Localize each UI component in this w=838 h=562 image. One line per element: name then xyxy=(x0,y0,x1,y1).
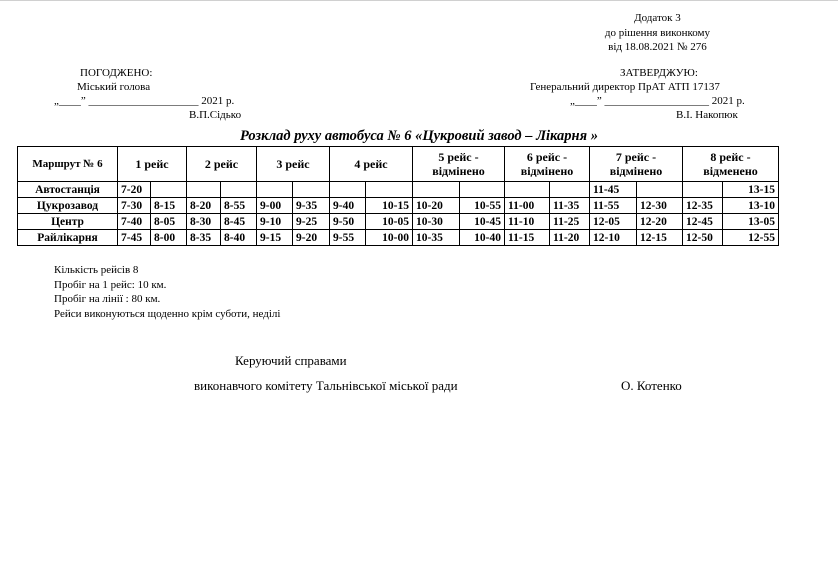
operating-days-note: Рейси виконуються щоденно крім суботи, неділі xyxy=(54,307,281,320)
trip-header: 8 рейс - відменено xyxy=(683,147,779,182)
time-cell: 10-15 xyxy=(366,198,413,214)
time-cell: 12-45 xyxy=(683,214,723,230)
time-cell xyxy=(257,182,293,198)
appendix-line2: до рішення виконкому xyxy=(604,26,710,39)
time-cell: 12-35 xyxy=(683,198,723,214)
time-cell: 7-20 xyxy=(118,182,151,198)
time-cell: 12-20 xyxy=(637,214,683,230)
signoff-committee: виконавчого комітету Тальнівської міської ради xyxy=(194,378,458,393)
time-cell: 10-35 xyxy=(413,230,460,246)
time-cell: 7-30 xyxy=(118,198,151,214)
appendix-line1: Додаток 3 xyxy=(634,12,681,24)
time-cell: 12-55 xyxy=(723,230,779,246)
trip-header: 2 рейс xyxy=(187,147,257,182)
approval-block-left xyxy=(48,66,241,122)
time-cell: 8-00 xyxy=(151,230,187,246)
time-cell xyxy=(187,182,221,198)
time-cell: 8-45 xyxy=(221,214,257,230)
approval-block-right xyxy=(530,66,745,122)
time-cell: 7-45 xyxy=(118,230,151,246)
route-notes xyxy=(54,263,280,321)
approval-right-position: Генеральний директор ПрАТ АТП 17137 xyxy=(530,81,720,93)
time-cell: 9-50 xyxy=(330,214,366,230)
appendix-header xyxy=(605,11,710,55)
time-cell: 10-20 xyxy=(413,198,460,214)
trip-header: 3 рейс xyxy=(257,147,330,182)
time-cell: 10-05 xyxy=(366,214,413,230)
time-cell xyxy=(330,182,366,198)
trip-header: 1 рейс xyxy=(118,147,187,182)
time-cell xyxy=(293,182,330,198)
table-row xyxy=(18,230,779,246)
time-cell: 11-25 xyxy=(550,214,590,230)
time-cell xyxy=(221,182,257,198)
time-cell: 12-50 xyxy=(683,230,723,246)
time-cell: 10-55 xyxy=(460,198,505,214)
time-cell: 8-15 xyxy=(151,198,187,214)
time-cell: 9-35 xyxy=(293,198,330,214)
time-cell: 11-35 xyxy=(550,198,590,214)
trip-header: 4 рейс xyxy=(330,147,413,182)
time-cell: 10-45 xyxy=(460,214,505,230)
schedule-body xyxy=(18,182,779,246)
time-cell xyxy=(460,182,505,198)
time-cell: 11-00 xyxy=(505,198,550,214)
time-cell: 12-10 xyxy=(590,230,637,246)
time-cell: 12-30 xyxy=(637,198,683,214)
time-cell: 9-00 xyxy=(257,198,293,214)
time-cell: 8-35 xyxy=(187,230,221,246)
time-cell: 11-20 xyxy=(550,230,590,246)
time-cell: 8-05 xyxy=(151,214,187,230)
time-cell xyxy=(550,182,590,198)
time-cell: 9-40 xyxy=(330,198,366,214)
time-cell: 10-00 xyxy=(366,230,413,246)
stop-name-cell: Центр xyxy=(18,214,118,230)
page-top-border xyxy=(0,0,838,1)
time-cell: 9-20 xyxy=(293,230,330,246)
trip-header: 5 рейс - відмінено xyxy=(413,147,505,182)
stop-name-cell: Цукрозавод xyxy=(18,198,118,214)
stop-name-cell: Автостанція xyxy=(18,182,118,198)
time-cell: 9-25 xyxy=(293,214,330,230)
trip-count-note: Кількість рейсів 8 xyxy=(54,264,139,276)
time-cell xyxy=(683,182,723,198)
approval-right-signature: В.І. Накопюк xyxy=(676,109,738,121)
approval-left-date: „____” ____________________ 2021 р. xyxy=(54,95,235,107)
time-cell: 9-55 xyxy=(330,230,366,246)
table-row xyxy=(18,214,779,230)
time-cell: 7-40 xyxy=(118,214,151,230)
time-cell: 12-05 xyxy=(590,214,637,230)
time-cell: 8-55 xyxy=(221,198,257,214)
approval-right-heading: ЗАТВЕРДЖУЮ: xyxy=(620,67,698,79)
trip-header: 7 рейс - відмінено xyxy=(590,147,683,182)
time-cell xyxy=(151,182,187,198)
time-cell: 12-15 xyxy=(637,230,683,246)
trip-header: 6 рейс - відмінено xyxy=(505,147,590,182)
distance-per-trip-note: Пробіг на 1 рейс: 10 км. xyxy=(54,278,167,291)
time-cell: 13-15 xyxy=(723,182,779,198)
signoff-name: О. Котенко xyxy=(621,378,682,393)
distance-per-line-note: Пробіг на лінії : 80 км. xyxy=(54,293,161,305)
stop-name-cell: Райлікарня xyxy=(18,230,118,246)
time-cell xyxy=(413,182,460,198)
time-cell: 13-05 xyxy=(723,214,779,230)
time-cell: 13-10 xyxy=(723,198,779,214)
approval-left-signature: В.П.Сідько xyxy=(189,109,242,121)
time-cell: 11-55 xyxy=(590,198,637,214)
signoff-position: Керуючий справами xyxy=(235,353,347,368)
approval-right-date: „____” ___________________ 2021 р. xyxy=(570,95,745,107)
approval-left-heading: ПОГОДЖЕНО: xyxy=(80,67,153,79)
time-cell: 9-15 xyxy=(257,230,293,246)
time-cell: 8-20 xyxy=(187,198,221,214)
appendix-line3: від 18.08.2021 № 276 xyxy=(608,41,707,53)
time-cell: 11-10 xyxy=(505,214,550,230)
time-cell xyxy=(505,182,550,198)
table-header-row xyxy=(18,147,779,182)
time-cell: 11-15 xyxy=(505,230,550,246)
schedule-title: Розклад руху автобуса № 6 «Цукровий завод – Лікарня » xyxy=(240,128,598,144)
approval-left-position: Міський голова xyxy=(77,81,151,93)
time-cell: 8-40 xyxy=(221,230,257,246)
time-cell: 8-30 xyxy=(187,214,221,230)
table-row xyxy=(18,182,779,198)
route-header: Маршрут № 6 xyxy=(18,147,118,182)
time-cell: 10-40 xyxy=(460,230,505,246)
table-row xyxy=(18,198,779,214)
time-cell: 10-30 xyxy=(413,214,460,230)
time-cell xyxy=(637,182,683,198)
time-cell xyxy=(366,182,413,198)
time-cell: 11-45 xyxy=(590,182,637,198)
time-cell: 9-10 xyxy=(257,214,293,230)
schedule-table xyxy=(17,146,779,246)
